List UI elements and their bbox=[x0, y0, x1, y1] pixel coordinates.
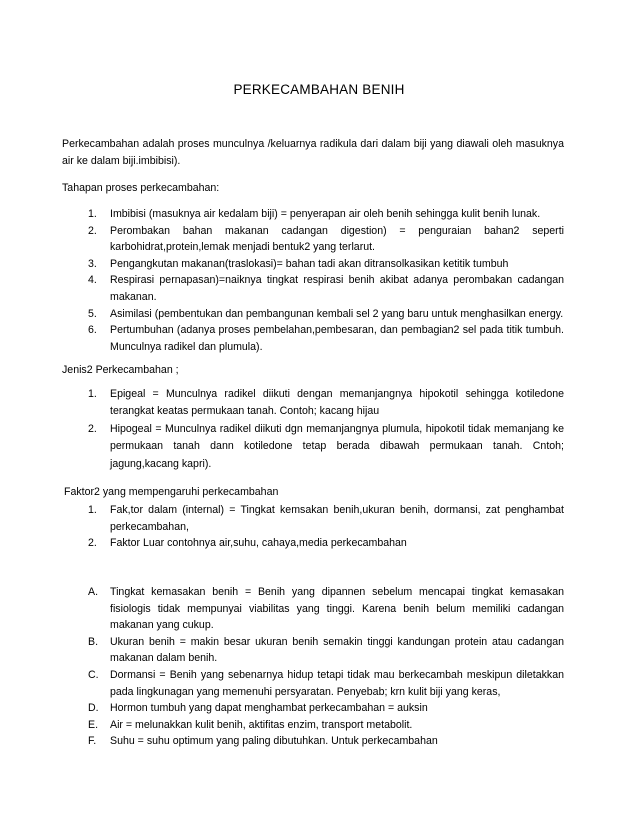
list-item bbox=[62, 733, 564, 750]
list-marker: 1. bbox=[88, 504, 97, 516]
list-item-text: Asimilasi (pembentukan dan pembangunan kembali sel 2 yang baru untuk menghasilkan energy. bbox=[110, 307, 564, 320]
list-item bbox=[62, 206, 564, 223]
list-item-text: Faktor Luar contohnya air,suhu, cahaya,media perkecambahan bbox=[110, 537, 407, 550]
list-item bbox=[62, 223, 564, 256]
list-marker: 5. bbox=[88, 307, 97, 320]
list-marker: 4. bbox=[88, 274, 97, 287]
list-item bbox=[62, 535, 564, 552]
list-item-text: Epigeal = Munculnya radikel diikuti dengan memanjangnya hipokotil sehingga kotiledone terangkat keatas permukaan tanah. Contoh; kacang hijau bbox=[110, 388, 564, 418]
list-marker: C. bbox=[88, 668, 99, 681]
faktor-list bbox=[62, 502, 564, 552]
tahapan-heading: Tahapan proses perkecambahan: bbox=[62, 182, 220, 194]
list-marker: B. bbox=[88, 635, 99, 648]
list-marker: 2. bbox=[88, 537, 97, 550]
list-marker: 1. bbox=[88, 208, 97, 220]
list-marker: 3. bbox=[88, 257, 97, 270]
list-marker: 2. bbox=[88, 224, 97, 237]
list-item-text: Hipogeal = Munculnya radikel diikuti dgn memanjangnya plumula, hipokotil tidak memanjang ke permukaan tanah dann kotiledone tetap berada dibawah permukaan tanah. Cntoh; jagung,kacang kapri). bbox=[110, 422, 564, 470]
list-item-text: Imbibisi (masuknya air kedalam biji) = penyerapan air oleh benih sehingga kulit benih lunak. bbox=[110, 208, 541, 220]
list-item-text: Ukuran benih = makin besar ukuran benih semakin tinggi kandungan protein atau cadangan makanan dalam benih. bbox=[110, 635, 564, 665]
list-item bbox=[62, 322, 564, 355]
list-item-text: Dormansi = Benih yang sebenarnya hidup tetapi tidak mau berkecambah meskipun diletakkan pada lingkunagan yang memenuhi persyaratan. Penyebab; krn kulit biji yang keras, bbox=[110, 668, 564, 698]
tahapan-list bbox=[62, 206, 564, 355]
list-item-text: Hormon tumbuh yang dapat menghambat perkecambahan = auksin bbox=[110, 702, 428, 715]
list-item bbox=[62, 272, 564, 305]
list-item-text: Air = melunakkan kulit benih, aktifitas enzim, transport metabolit. bbox=[110, 718, 413, 731]
list-item-text: Tingkat kemasakan benih = Benih yang dipannen sebelum mencapai tingkat kemasakan fisiologis tidak mempunyai viabilitas yang tinggi. Karena benih belum memiliki cadangan makanan yang cukup. bbox=[110, 586, 564, 632]
list-item bbox=[62, 502, 564, 535]
list-item bbox=[62, 717, 564, 734]
jenis-heading: Jenis2 Perkecambahan ; bbox=[62, 364, 179, 376]
list-item bbox=[62, 421, 564, 473]
list-marker: 1. bbox=[88, 388, 97, 400]
list-item bbox=[62, 700, 564, 717]
faktor-heading: Faktor2 yang mempengaruhi perkecambahan bbox=[64, 486, 279, 498]
list-item-text: Suhu = suhu optimum yang paling dibutuhkan. Untuk perkecambahan bbox=[110, 735, 438, 748]
jenis-list bbox=[62, 386, 564, 473]
list-item-text: Perombakan bahan makanan cadangan digestion) = penguraian bahan2 seperti karbohidrat,protein,lemak menjadi bentuk2 yang terlarut. bbox=[110, 224, 564, 254]
list-marker: E. bbox=[88, 718, 99, 731]
list-marker: D. bbox=[88, 702, 99, 715]
list-item bbox=[62, 634, 564, 667]
list-item-text: Pertumbuhan (adanya proses pembelahan,pembesaran, dan pembagian2 sel pada titik tumbuh. Munculnya radikel dan plumula). bbox=[110, 324, 564, 353]
page-title: PERKECAMBAHAN BENIH bbox=[233, 82, 405, 97]
list-item-text: Pengangkutan makanan(traslokasi)= bahan tadi akan ditransolkasikan ketitik tumbuh bbox=[110, 257, 509, 270]
list-item-text: Respirasi pernapasan)=naiknya tingkat respirasi benih akibat adanya perombakan cadangan makanan. bbox=[110, 274, 564, 303]
intro-paragraph: Perkecambahan adalah proses munculnya /keluarnya radikula dari dalam biji yang diawali oleh masuknya air ke dalam biji.imbibisi). bbox=[62, 138, 564, 167]
list-item bbox=[62, 306, 564, 323]
list-marker: 6. bbox=[88, 324, 97, 337]
list-marker: F. bbox=[88, 735, 97, 748]
list-marker: A. bbox=[88, 586, 99, 598]
list-item bbox=[62, 386, 564, 421]
list-item bbox=[62, 256, 564, 273]
list-marker: 2. bbox=[88, 422, 97, 435]
list-item-text: Fak,tor dalam (internal) = Tingkat kemsakan benih,ukuran benih, dormansi, zat penghambat perkecambahan, bbox=[110, 504, 564, 533]
list-item bbox=[62, 584, 564, 634]
list-item bbox=[62, 667, 564, 700]
detail-list bbox=[62, 584, 564, 750]
